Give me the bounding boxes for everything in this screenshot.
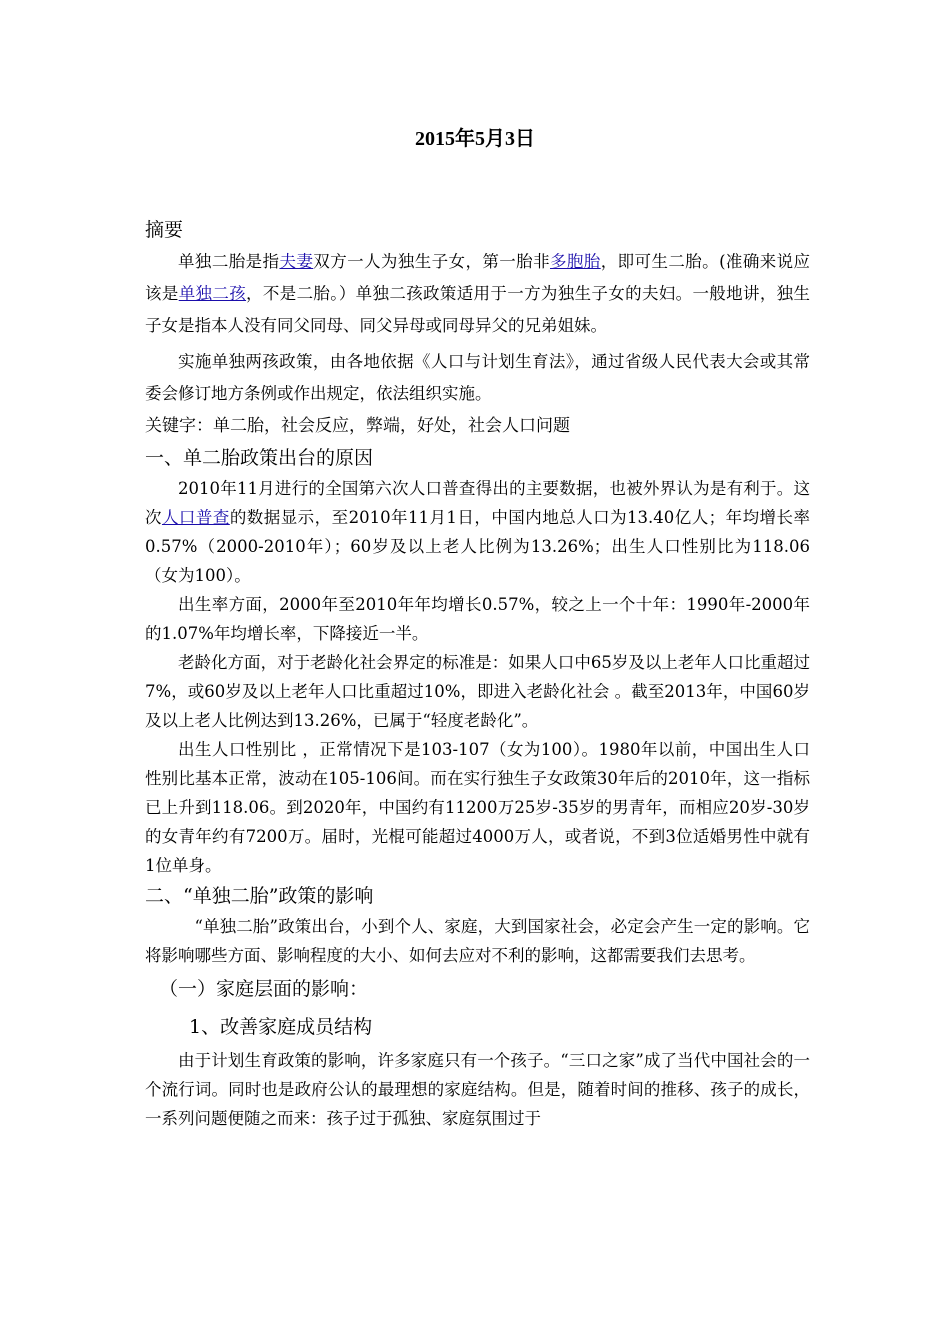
section1-paragraph-1 (145, 474, 810, 590)
section1-paragraph-2: 出生率方面，2000年至2010年年均增长0.57%，较之上一个十年：1990年-2000年的1.07%年均增长率，下降接近一半。 (145, 595, 810, 643)
document-date: 2015年5月3日 (415, 128, 535, 150)
keywords-line: 关键字：单二胎，社会反应，弊端，好处，社会人口问题 (145, 416, 570, 436)
text-run: ，不是二胎。）单独二孩政策适用于一方为独生子女的夫妇。一般地讲，独生子女是指本人没有同父同母、同父异母或同母异父的兄弟姐妹。 (145, 284, 811, 335)
text-run: 双方一人为独生子女，第一胎非 (313, 252, 550, 271)
abstract-heading: 摘要 (145, 219, 184, 241)
section2-paragraph-2: 由于计划生育政策的影响，许多家庭只有一个孩子。“三口之家”成了当代中国社会的一个流行词。同时也是政府公认的最理想的家庭结构。但是，随着时间的推移、孩子的成长，一系列问题便随之而来：孩子过于孤独、家庭氛围过于 (145, 1051, 810, 1128)
section1-paragraph-3: 老龄化方面，对于老龄化社会界定的标准是：如果人口中65岁及以上老年人口比重超过7%，或60岁及以上老年人口比重超过10%，即进入老龄化社会 。截至2013年，中国60岁及以上老人比例达到13.26%，已属于“轻度老龄化”。 (145, 653, 810, 730)
section2-subheading-2: 1、改善家庭成员结构 (189, 1016, 373, 1038)
text-run: 的数据显示，至2010年11月1日，中国内地总人口为13.40亿人；年均增长率0.57%（2000-2010年）；60岁及以上老人比例为13.26%；出生人口性别比为118.06（女为100）。 (145, 508, 810, 585)
text-run: 2010年11月进行的全国第六次人口普查得出的主要数据，也被外界认为是有利于。这次 (145, 479, 810, 527)
section2-paragraph-1: “单独二胎”政策出台，小到个人、家庭，大到国家社会，必定会产生一定的影响。它将影响哪些方面、影响程度的大小、如何去应对不利的影响，这都需要我们去思考。 (145, 917, 810, 965)
text-run: 单独二胎是指 (178, 252, 280, 271)
section2-subheading-1: （一）家庭层面的影响： (159, 978, 369, 1000)
link-dandu-erhai[interactable]: 单独二孩 (178, 284, 247, 303)
link-renkou-pucha[interactable]: 人口普查 (161, 508, 230, 527)
section2-heading: 二、“单独二胎”政策的影响 (145, 885, 374, 907)
link-duobaotai[interactable]: 多胞胎 (549, 252, 601, 271)
section1-paragraph-4: 出生人口性别比 ，正常情况下是103-107（女为100）。1980年以前，中国出生人口性别比基本正常，波动在105-106间。而在实行独生子女政策30年后的2010年，这一指标已上升到118.06。到2020年，中国约有11200万25岁-35岁的男青年，而相应20岁-30岁的女青年约有7200万。届时，光棍可能超过4000万人，或者说，不到3位适婚男性中就有1位单身。 (145, 740, 810, 875)
text-run: ，即可生二胎。(准确来说应该是 (145, 252, 811, 303)
link-fuqi[interactable]: 夫妻 (279, 252, 314, 271)
document-body (145, 214, 810, 1133)
abstract-paragraph-1 (145, 246, 810, 342)
section1-heading: 一、单二胎政策出台的原因 (145, 447, 374, 469)
abstract-paragraph-2: 实施单独两孩政策，由各地依据《人口与计划生育法》，通过省级人民代表大会或其常委会修订地方条例或作出规定，依法组织实施。 (145, 352, 810, 403)
